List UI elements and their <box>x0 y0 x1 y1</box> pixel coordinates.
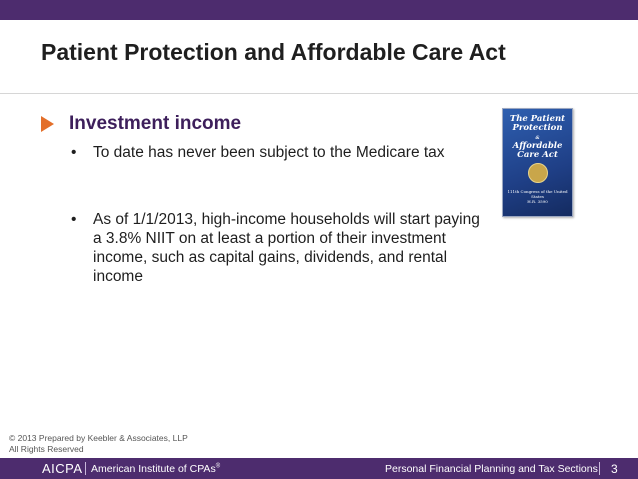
main-bullet <box>41 113 241 135</box>
seal-icon <box>528 163 548 183</box>
page-number: 3 <box>611 462 618 476</box>
bullet-dot-icon: • <box>71 211 77 228</box>
copyright-line1: © 2013 Prepared by Keebler & Associates, LLP <box>9 433 188 443</box>
bullet-dot-icon: • <box>71 144 77 161</box>
book-subcaption: H.R. 3590 <box>527 199 548 204</box>
top-bar <box>0 0 638 20</box>
sub-bullet-1-text: To date has never been subject to the Medicare tax <box>93 144 445 161</box>
sub-bullet-2-text: As of 1/1/2013, high-income households will start paying a 3.8% NIIT on at least a portion of their investment income, such as capital gains, dividends, and rental income <box>93 211 480 285</box>
footer-bar <box>0 458 638 479</box>
footer-org <box>91 463 220 475</box>
book-title-amp: & <box>535 136 540 141</box>
sub-bullet-1 <box>71 143 481 162</box>
book-title-line1: The Patient Protection <box>509 114 566 133</box>
slide-title: Patient Protection and Affordable Care Act <box>41 39 506 65</box>
book-caption: 111th Congress of the United States <box>507 189 568 199</box>
book-title-line2: Affordable Care Act <box>512 141 563 160</box>
title-divider <box>0 93 638 94</box>
footer-section: Personal Financial Planning and Tax Sections <box>385 463 598 475</box>
footer-divider <box>599 462 600 475</box>
aicpa-logo: AICPA <box>42 461 83 476</box>
main-bullet-text: Investment income <box>69 113 242 134</box>
book-cover-image <box>502 108 573 217</box>
footer-divider <box>85 462 86 475</box>
arrow-bullet-icon <box>41 116 54 132</box>
sub-bullet-2 <box>71 210 481 286</box>
copyright-notice <box>9 433 188 455</box>
copyright-line2: All Rights Reserved <box>9 444 84 454</box>
footer-org-text: American Institute of CPAs <box>91 463 216 475</box>
registered-mark: ® <box>215 463 221 470</box>
